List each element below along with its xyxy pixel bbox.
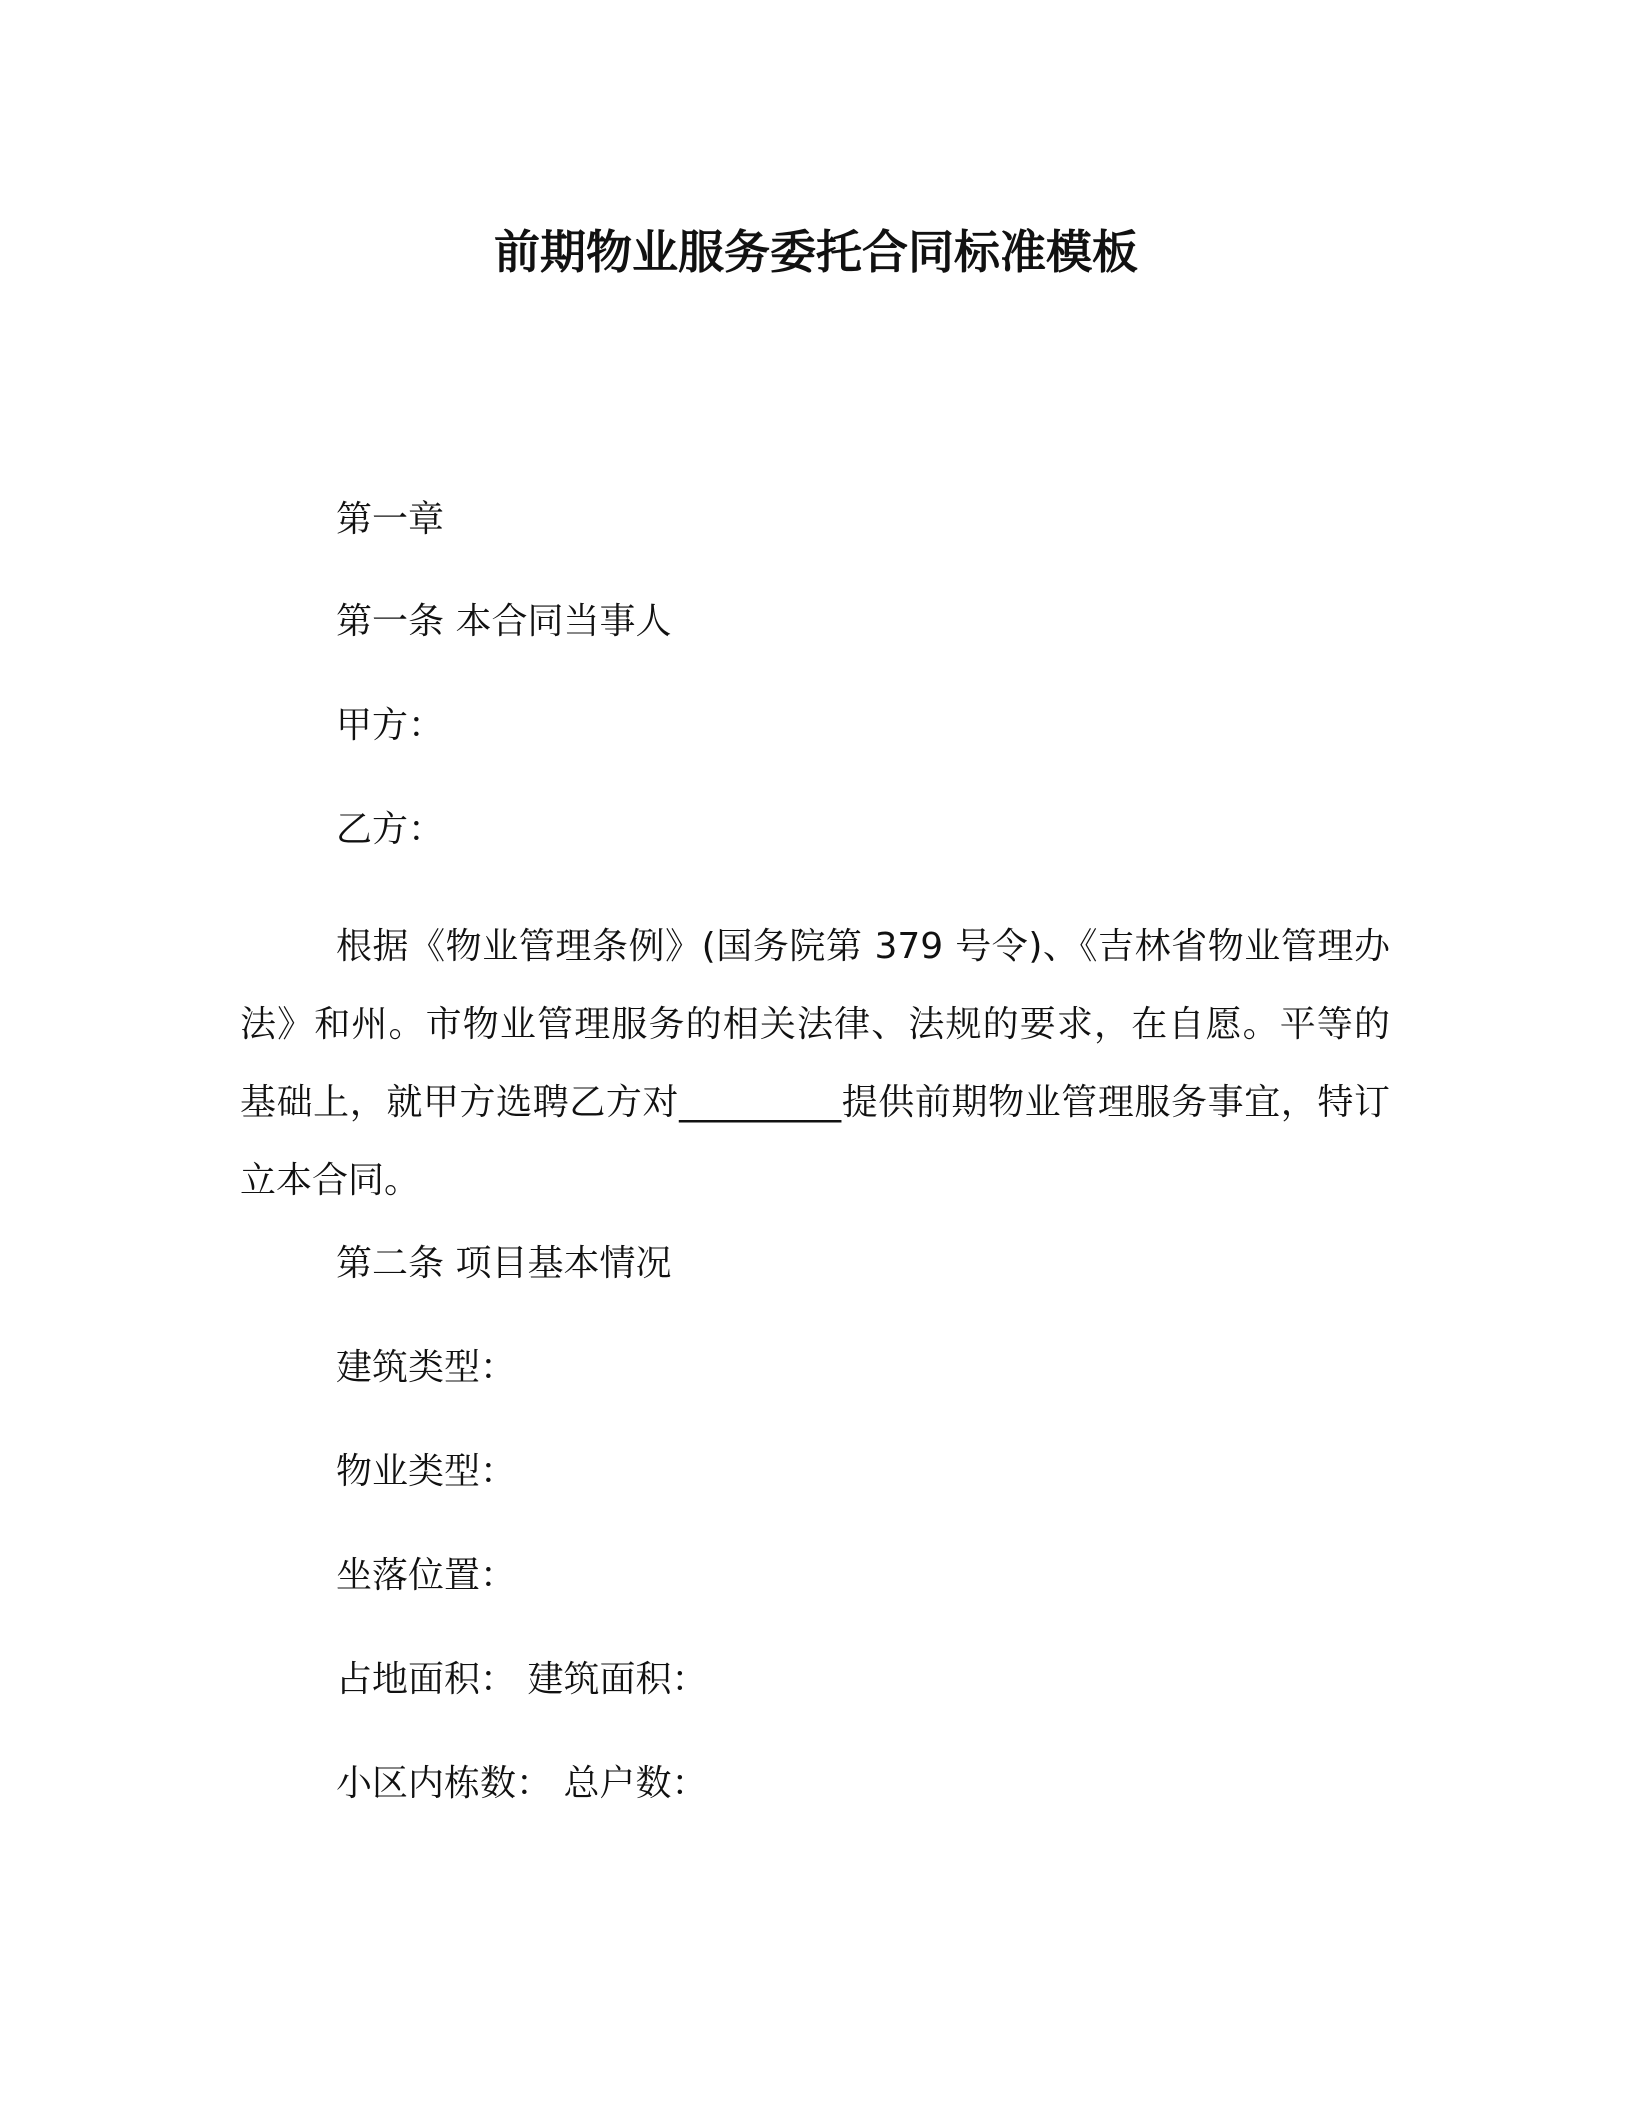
preamble-paragraph: 根据《物业管理条例》(国务院第 379 号令)、《吉林省物业管理办法》和州。市物业管理服务的相关法律、法规的要求，在自愿。平等的基础上，就甲方选聘乙方对_________提供前期物业管理服务事宜，特订立本合同。 <box>240 926 1390 1201</box>
document-title: 前期物业服务委托合同标准模板 <box>494 225 1138 279</box>
article2-heading: 第二条 项目基本情况 <box>336 1243 672 1284</box>
building-type-label: 建筑类型： <box>336 1347 517 1388</box>
area-labels: 占地面积： 建筑面积： <box>336 1659 708 1700</box>
location-label: 坐落位置： <box>336 1555 517 1596</box>
counts-labels: 小区内栋数： 总户数： <box>336 1763 708 1804</box>
article1-heading: 第一条 本合同当事人 <box>336 601 672 642</box>
chapter-heading: 第一章 <box>336 499 445 540</box>
party-b-label: 乙方： <box>336 809 445 850</box>
property-type-label: 物业类型： <box>336 1451 517 1492</box>
party-a-label: 甲方： <box>336 705 445 746</box>
